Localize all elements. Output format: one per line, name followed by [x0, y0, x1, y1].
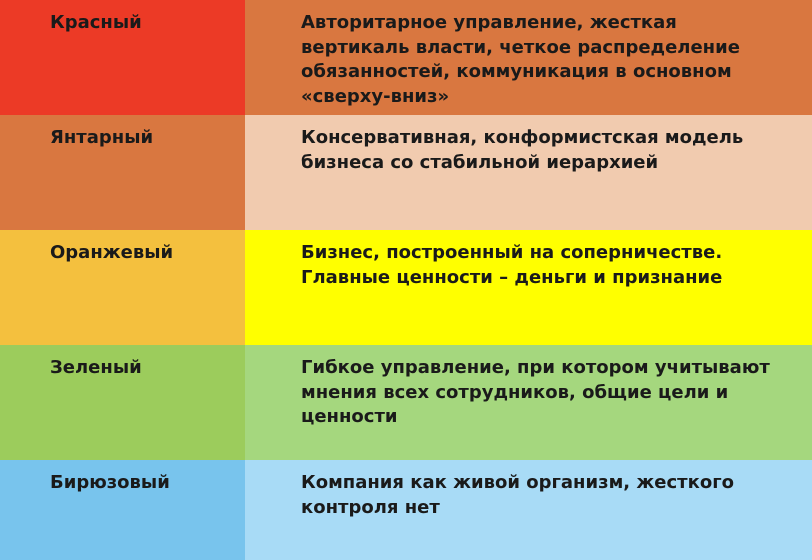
- level-name-cell: Бирюзовый: [0, 460, 245, 560]
- table-row: [0, 230, 812, 345]
- level-description-cell: Гибкое управление, при котором учитывают мнения всех сотрудников, общие цели и ценности: [245, 345, 812, 460]
- level-description-cell: Консервативная, конформистская модель бизнеса со стабильной иерархией: [245, 115, 812, 230]
- table-row: [0, 460, 812, 560]
- level-description-cell: Авторитарное управление, жесткая вертикаль власти, четкое распределение обязанностей, коммуникация в основном «сверху-вниз»: [245, 0, 812, 115]
- level-name-cell: Красный: [0, 0, 245, 115]
- level-name-cell: Зеленый: [0, 345, 245, 460]
- level-name-cell: Оранжевый: [0, 230, 245, 345]
- table-row: [0, 115, 812, 230]
- table-row: [0, 345, 812, 460]
- level-name-cell: Янтарный: [0, 115, 245, 230]
- level-description-cell: Бизнес, построенный на соперничестве. Главные ценности – деньги и признание: [245, 230, 812, 345]
- level-description-cell: Компания как живой организм, жесткого контроля нет: [245, 460, 812, 560]
- table-row: [0, 0, 812, 115]
